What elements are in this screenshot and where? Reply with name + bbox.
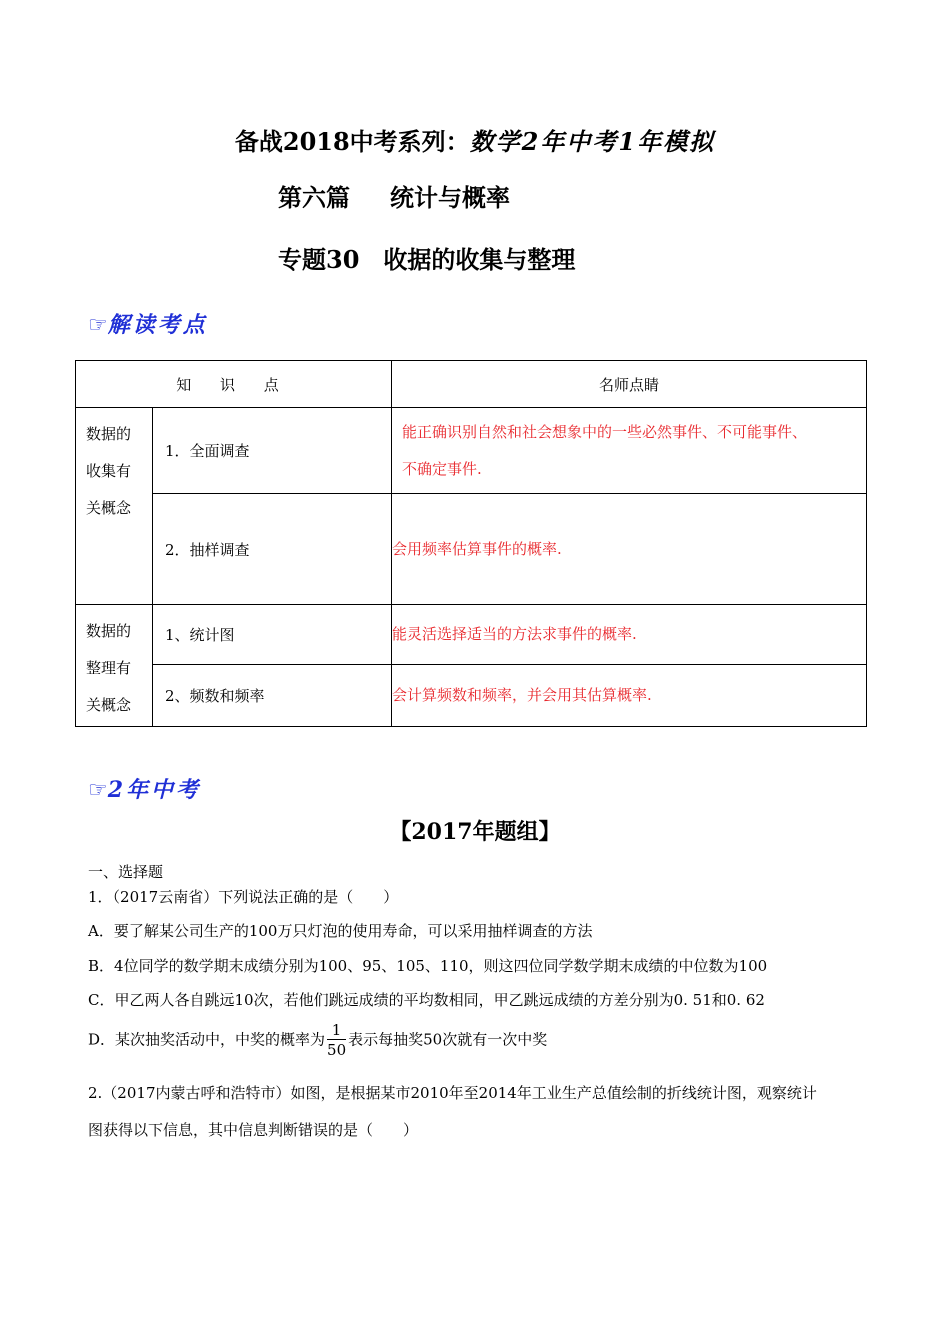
table-row [76,494,867,605]
chapter-name: 统计与概率 [390,183,510,212]
question-1-option-c: C．甲乙两人各自跳远10次，若他们跳远成绩的平均数相同，甲乙跳远成绩的方差分别为0. 51和0. 62 [88,991,765,1009]
question-2-line-2: 图获得以下信息，其中信息判断错误的是（ ） [88,1121,419,1139]
question-1-option-b: B．4位同学的数学期末成绩分别为100、95、105、110，则这四位同学数学期末成绩的中位数为100 [88,957,768,975]
pointing-hand-icon: ☞ [88,313,108,338]
table-row [76,605,867,665]
item-cell: 1、统计图 [153,605,392,665]
section-heading-label: 2年中考 [107,777,202,803]
category-cell: 数据的 收集有 关概念 [76,408,153,605]
tip-cell: 能灵活选择适当的方法求事件的概率. [392,605,867,665]
question-1-option-a: A．要了解某公司生产的100万只灯泡的使用寿命，可以采用抽样调查的方法 [88,922,593,940]
category-cell: 数据的 整理有 关概念 [76,605,153,727]
section-heading-label: 解读考点 [107,312,208,338]
item-cell: 2、频数和频率 [153,665,392,727]
section-heading-exams [88,773,201,804]
doc-title [0,122,950,157]
doc-title-part1: 备战2018中考系列： [234,127,470,156]
knowledge-table [75,360,867,727]
doc-title-part2: 数学2年中考1年模拟 [469,127,716,156]
question-1-option-d: D．某次抽奖活动中，中奖的概率为 $\frac{1}{50}$ 表示每抽奖50次就有一次中奖 [88,1021,548,1059]
question-group-title: 【2017年题组】 [389,819,561,845]
topic-name: 收据的收集与整理 [383,245,576,274]
header-teacher-tip: 名师点睛 [392,361,867,408]
section-heading-key-points [88,308,208,339]
chapter-label: 第六篇 [278,183,350,212]
table-row [76,408,867,494]
table-header-row [76,361,867,408]
topic-title [278,240,575,275]
tip-cell: 会计算频数和频率，并会用其估算概率. [392,665,867,727]
question-1-stem: 1．（2017云南省）下列说法正确的是（ ） [88,888,399,906]
tip-cell: 会用频率估算事件的概率. [392,494,867,605]
table-row [76,665,867,727]
chapter-title [278,178,510,213]
pointing-hand-icon: ☞ [88,778,108,803]
question-2-line-1: 2.（2017内蒙古呼和浩特市）如图，是根据某市2010年至2014年工业生产总值绘制的折线统计图，观察统计 [88,1084,817,1102]
tip-cell: 能正确识别自然和社会想象中的一些必然事件、不可能事件、 不确定事件. [392,408,867,494]
header-knowledge-point: 知 识 点 [76,361,392,408]
fraction: $\frac{1}{50}$ [327,1021,347,1059]
item-cell: 2．抽样调查 [153,494,392,605]
item-cell: 1．全面调查 [153,408,392,494]
topic-number: 专题30 [278,245,360,274]
question-type-label: 一、选择题 [88,863,164,881]
